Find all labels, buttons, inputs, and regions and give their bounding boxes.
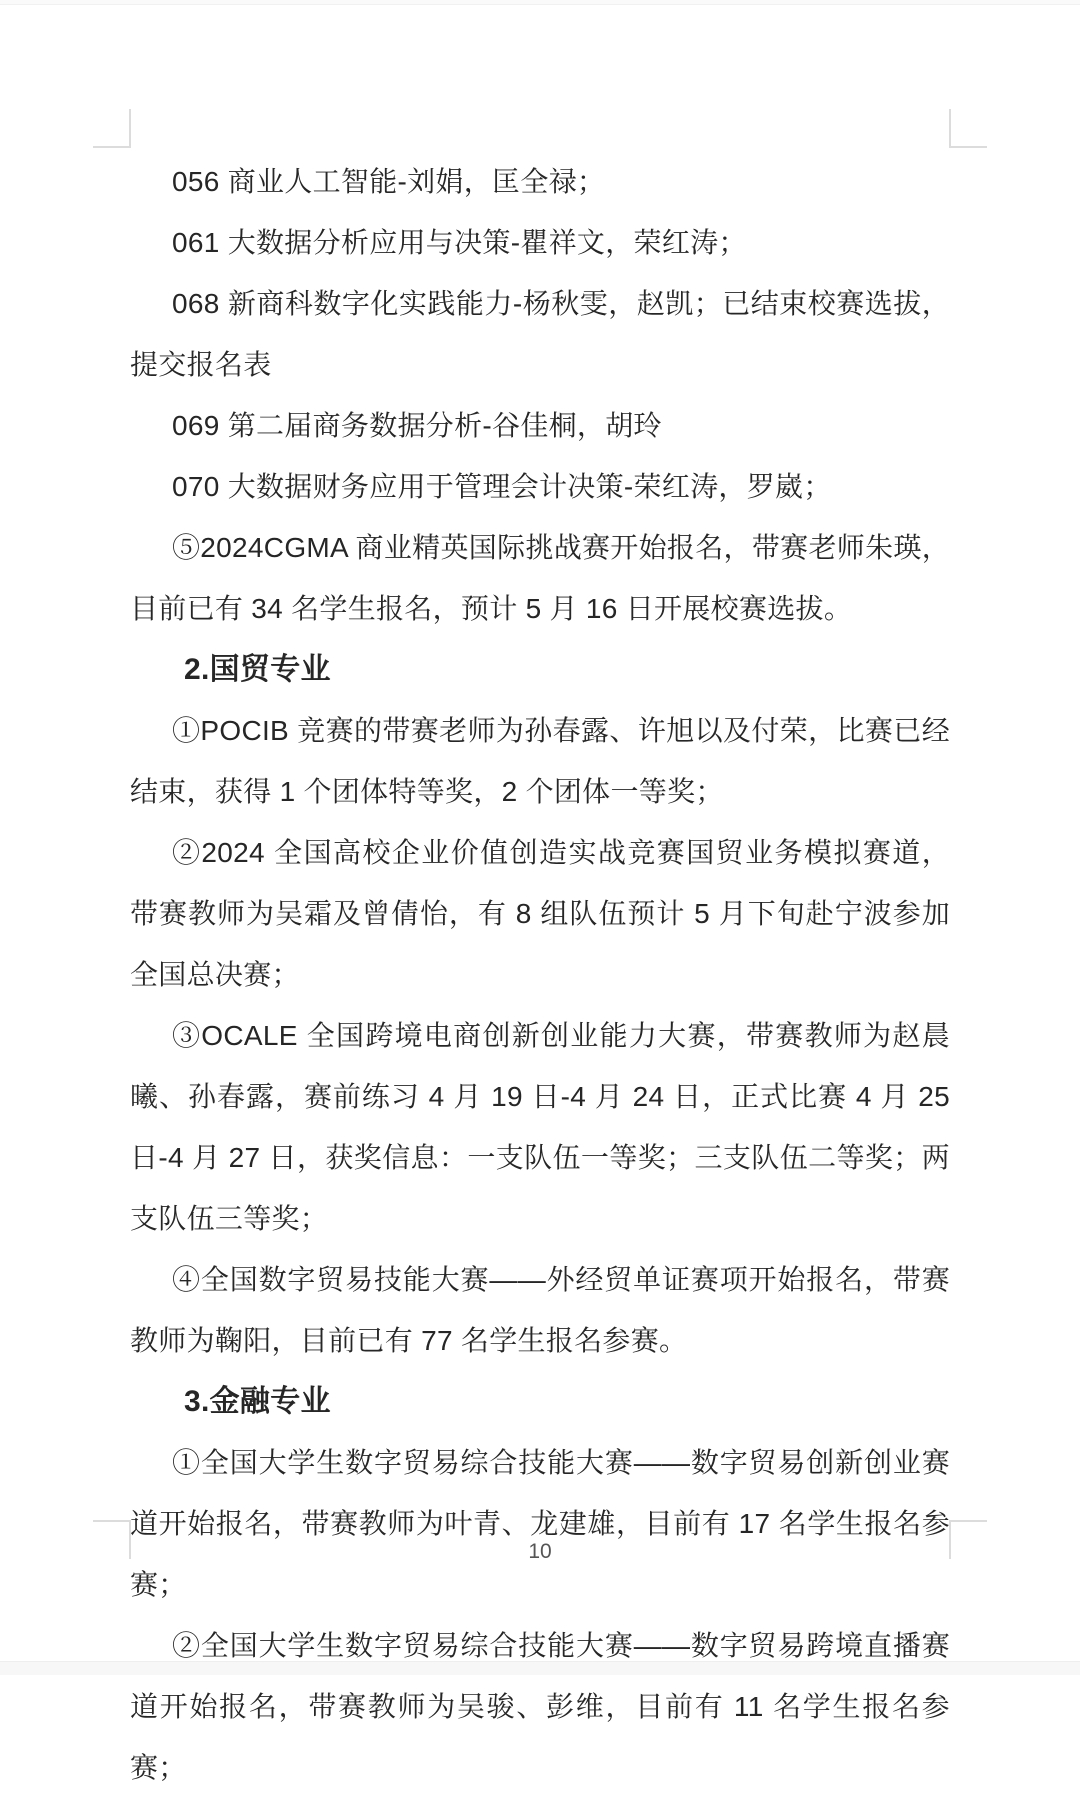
- paragraph: 068 新商科数字化实践能力-杨秋雯，赵凯；已结束校赛选拔，提交报名表: [130, 288, 950, 380]
- paragraph: ①全国大学生数字贸易综合技能大赛——数字贸易创新创业赛道开始报名，带赛教师为叶青、龙建雄，目前有 17 名学生报名参赛；: [130, 1447, 950, 1600]
- paragraph: ②全国大学生数字贸易综合技能大赛——数字贸易跨境直播赛道开始报名，带赛教师为吴骏、彭维，目前有 11 名学生报名参赛；: [130, 1630, 950, 1783]
- paragraph: ⑤2024CGMA 商业精英国际挑战赛开始报名，带赛老师朱瑛，目前已有 34 名学生报名，预计 5 月 16 日开展校赛选拔。: [130, 532, 950, 624]
- paragraph: 070 大数据财务应用于管理会计决策-荣红涛，罗崴；: [172, 471, 832, 502]
- text-boundary-mark-top-right: [949, 109, 987, 148]
- section-heading: 3.金融专业: [184, 1385, 331, 1418]
- page-number: 10: [528, 1540, 552, 1563]
- text-boundary-mark-top-left: [93, 109, 131, 148]
- paragraph: 056 商业人工智能-刘娟，匡全禄；: [172, 166, 606, 197]
- page-top-edge: [0, 0, 1080, 5]
- paragraph: 061 大数据分析应用与决策-瞿祥文，荣红涛；: [172, 227, 747, 258]
- paragraph: ①POCIB 竞赛的带赛老师为孙春露、许旭以及付荣，比赛已经结束，获得 1 个团体特等奖，2 个团体一等奖；: [130, 715, 950, 807]
- section-heading: 2.国贸专业: [184, 653, 331, 686]
- paragraph: ②2024 全国高校企业价值创造实战竞赛国贸业务模拟赛道，带赛教师为吴霜及曾倩怡，有 8 组队伍预计 5 月下旬赴宁波参加全国总决赛；: [130, 837, 950, 990]
- paragraph: ③OCALE 全国跨境电商创新创业能力大赛，带赛教师为赵晨曦、孙春露，赛前练习 4 月 19 日-4 月 24 日，正式比赛 4 月 25 日-4 月 27 日，获奖信息：一支队伍一等奖；三支队伍二等奖；两支队伍三等奖；: [130, 1020, 950, 1234]
- page-gap: [0, 1661, 1080, 1675]
- paragraph: 069 第二届商务数据分析-谷佳桐，胡玲: [172, 410, 662, 441]
- paragraph: ④全国数字贸易技能大赛——外经贸单证赛项开始报名，带赛教师为鞠阳，目前已有 77 名学生报名参赛。: [130, 1264, 950, 1356]
